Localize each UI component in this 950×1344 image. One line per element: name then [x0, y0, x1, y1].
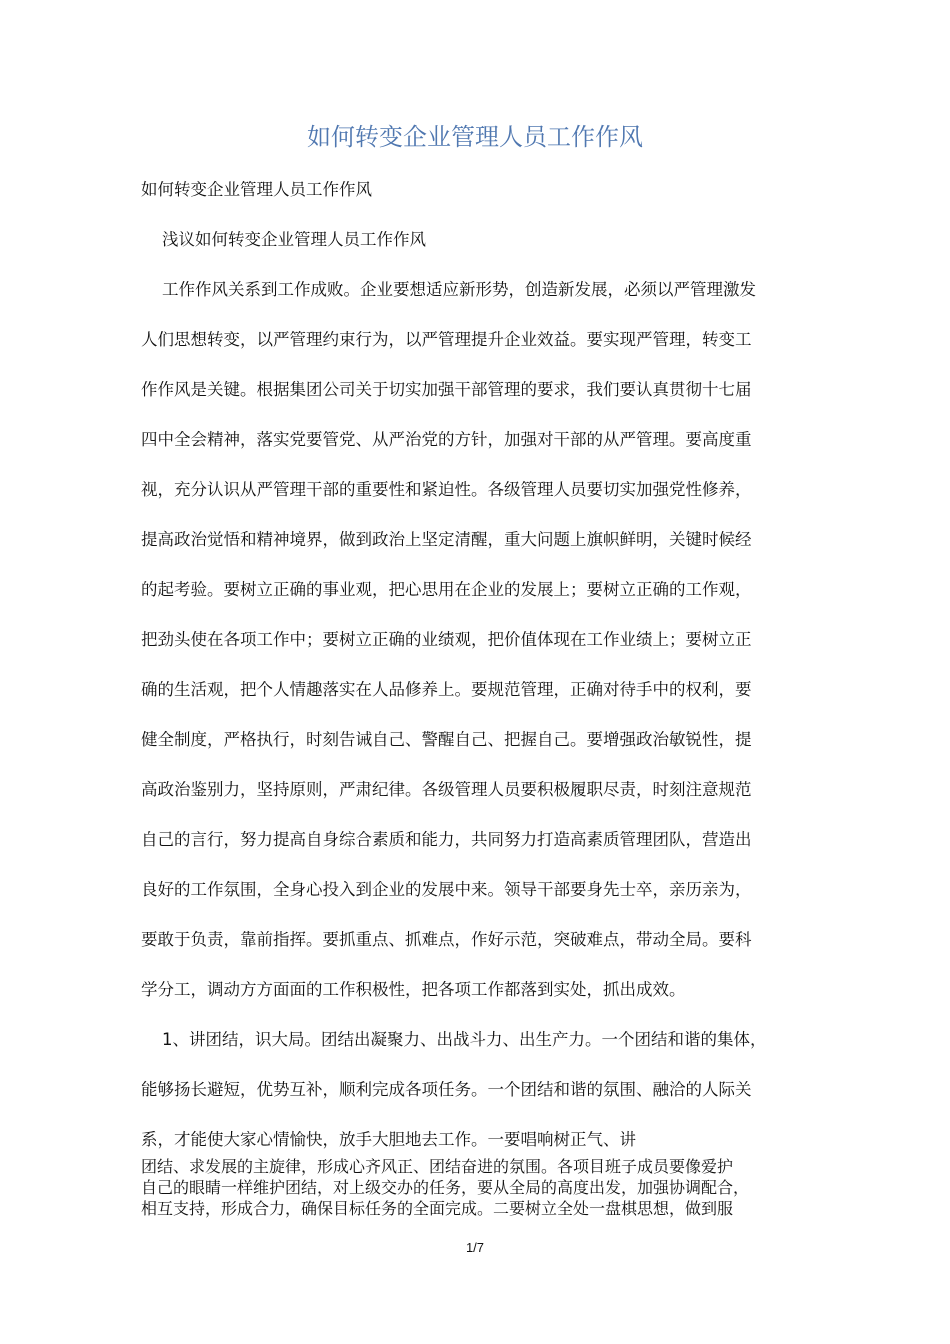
body-line: 的起考验。要树立正确的事业观，把心思用在企业的发展上；要树立正确的工作观，: [141, 580, 752, 599]
point-line: 1、讲团结，识大局。团结出凝聚力、出战斗力、出生产力。一个团结和谐的集体，: [162, 1030, 767, 1049]
body-line: 要敢于负责，靠前指挥。要抓重点、抓难点，作好示范，突破难点，带动全局。要科: [141, 930, 752, 949]
body-line: 把劲头使在各项工作中；要树立正确的业绩观，把价值体现在工作业绩上；要树立正: [141, 630, 752, 649]
body-line: 自己的言行，努力提高自身综合素质和能力，共同努力打造高素质管理团队，营造出: [141, 830, 752, 849]
point-line: 系，才能使大家心情愉快，放手大胆地去工作。一要唱响树正气、讲: [141, 1130, 636, 1149]
body-line: 四中全会精神，落实党要管党、从严治党的方针，加强对干部的从严管理。要高度重: [141, 430, 752, 449]
document-title: 如何转变企业管理人员工作作风: [307, 123, 643, 151]
point-line: 能够扬长避短，优势互补，顺利完成各项任务。一个团结和谐的氛围、融洽的人际关: [141, 1080, 752, 1099]
dense-line: 相互支持，形成合力，确保目标任务的全面完成。二要树立全处一盘棋思想，做到服: [141, 1199, 734, 1218]
body-line: 良好的工作氛围，全身心投入到企业的发展中来。领导干部要身先士卒，亲历亲为，: [141, 880, 752, 899]
body-line: 学分工，调动方方面面的工作积极性，把各项工作都落到实处，抓出成效。: [141, 980, 686, 999]
page-number: 1/7: [465, 1240, 485, 1255]
body-line: 确的生活观，把个人情趣落实在人品修养上。要规范管理，正确对待手中的权利，要: [141, 680, 752, 699]
body-line: 视，充分认识从严管理干部的重要性和紧迫性。各级管理人员要切实加强党性修养，: [141, 480, 752, 499]
body-line: 作作风是关键。根据集团公司关于切实加强干部管理的要求，我们要认真贯彻十七届: [141, 380, 752, 399]
document-subtitle: 如何转变企业管理人员工作作风: [141, 180, 372, 199]
dense-line: 团结、求发展的主旋律，形成心齐风正、团结奋进的氛围。各项目班子成员要像爱护: [141, 1157, 734, 1176]
body-line: 提高政治觉悟和精神境界，做到政治上坚定清醒，重大问题上旗帜鲜明，关键时候经: [141, 530, 752, 549]
section-heading: 浅议如何转变企业管理人员工作作风: [162, 230, 426, 249]
body-line: 健全制度，严格执行，时刻告诫自己、警醒自己、把握自己。要增强政治敏锐性，提: [141, 730, 752, 749]
body-line: 高政治鉴别力，坚持原则，严肃纪律。各级管理人员要积极履职尽责，时刻注意规范: [141, 780, 752, 799]
body-line: 工作作风关系到工作成败。企业要想适应新形势，创造新发展，必须以严管理激发: [162, 280, 756, 299]
dense-line: 自己的眼睛一样维护团结，对上级交办的任务，要从全局的高度出发，加强协调配合，: [141, 1178, 750, 1197]
body-line: 人们思想转变，以严管理约束行为，以严管理提升企业效益。要实现严管理，转变工: [141, 330, 752, 349]
